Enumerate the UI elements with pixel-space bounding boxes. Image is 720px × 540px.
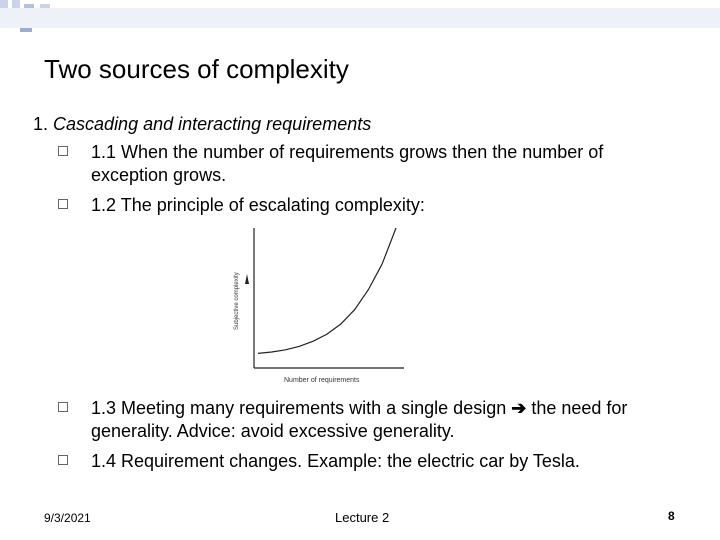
complexity-curve xyxy=(258,228,396,353)
chart-series xyxy=(258,228,396,353)
square-bullet-icon xyxy=(58,402,68,412)
item-heading: Cascading and interacting requirements xyxy=(53,114,372,134)
y-axis-label: Subjective complexity xyxy=(234,272,240,330)
footer-lecture: Lecture 2 xyxy=(335,510,390,525)
bullet-line: 1.4 Requirement changes. Example: the electric car by Tesla. xyxy=(91,451,580,471)
square-bullet-icon xyxy=(58,146,68,156)
footer-date: 9/3/2021 xyxy=(44,511,91,525)
bullet-line: 1.1 When the number of requirements grows then the number of xyxy=(91,142,604,162)
bullet-text-a: 1.3 Meeting many requirements with a single design xyxy=(91,398,512,418)
right-arrow-icon: ➔ xyxy=(511,398,527,418)
square-bullet-icon xyxy=(58,199,68,209)
numbered-item-1 xyxy=(33,113,371,135)
bullet-line: exception grows. xyxy=(91,165,227,185)
x-axis-label: Number of requirements xyxy=(284,377,360,384)
bullet-text-b: the need for xyxy=(526,398,628,418)
bullet-line: 1.2 The principle of escalating complexity: xyxy=(91,195,425,215)
item-number: 1. xyxy=(33,114,49,134)
slide-title: Two sources of complexity xyxy=(44,54,349,84)
page-number: 8 xyxy=(668,509,675,523)
bullet-line: generality. Advice: avoid excessive generality. xyxy=(91,421,455,441)
y-axis-arrow-icon xyxy=(245,274,249,284)
bullet-line xyxy=(91,397,711,420)
corner-decoration xyxy=(0,0,720,40)
square-bullet-icon xyxy=(58,455,68,465)
complexity-chart xyxy=(228,222,408,390)
